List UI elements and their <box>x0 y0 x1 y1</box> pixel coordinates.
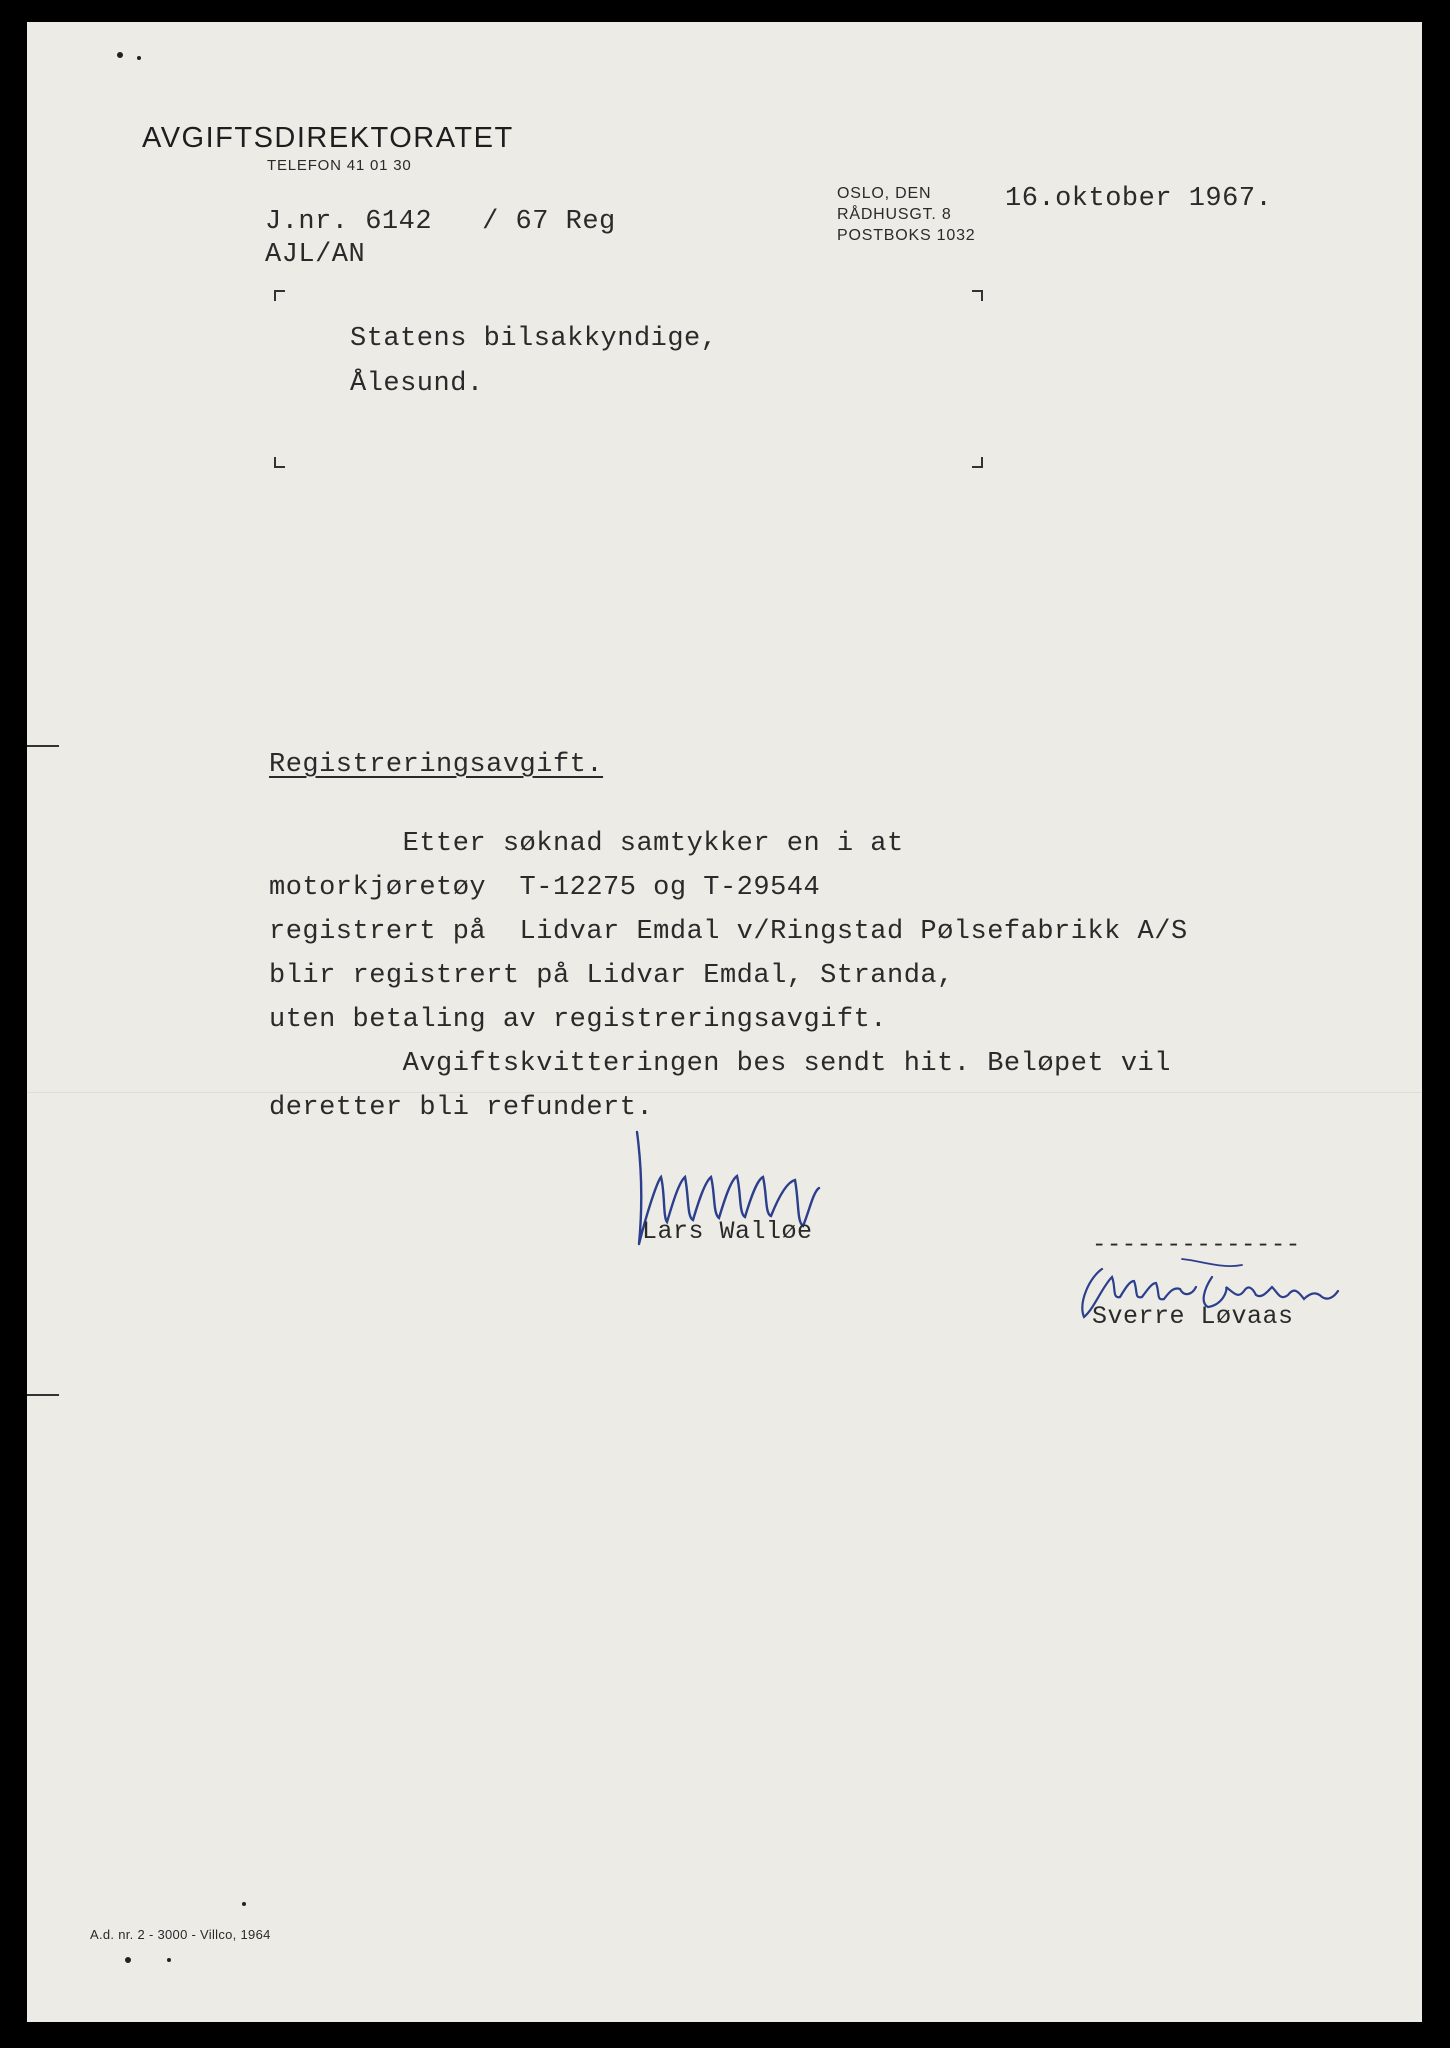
punch-dot <box>242 1902 246 1906</box>
signature-line: -------------- <box>1092 1232 1301 1259</box>
signatory-left-name: Lars Walløe <box>642 1217 813 1246</box>
form-footer: A.d. nr. 2 - 3000 - Villco, 1964 <box>90 1927 271 1942</box>
letterhead-city: OSLO, DEN <box>837 185 932 202</box>
address-corner <box>274 290 285 301</box>
recipient-line-2: Ålesund. <box>350 369 484 399</box>
body-line: motorkjøretøy T-12275 og T-29544 <box>269 873 821 903</box>
body-line: registrert på Lidvar Emdal v/Ringstad Pølsefabrikk A/S <box>269 917 1188 947</box>
subject-heading: Registreringsavgift. <box>269 750 604 780</box>
letterhead-organization: AVGIFTSDIREKTORATET <box>142 122 514 154</box>
margin-mark <box>27 1394 59 1396</box>
letterhead-telephone: TELEFON 41 01 30 <box>267 157 412 174</box>
letterhead-street: RÅDHUSGT. 8 <box>837 206 952 223</box>
journal-number: J.nr. 6142 / 67 Reg <box>265 207 616 237</box>
address-corner <box>274 457 285 468</box>
punch-dot <box>137 56 141 60</box>
letter-page <box>27 22 1422 2022</box>
body-line: uten betaling av registreringsavgift. <box>269 1005 887 1035</box>
letterhead-po-box: POSTBOKS 1032 <box>837 227 976 244</box>
fold-line <box>27 1092 1422 1093</box>
letter-date: 16.oktober 1967. <box>1005 184 1273 214</box>
body-line: blir registrert på Lidvar Emdal, Stranda, <box>269 961 954 991</box>
margin-mark <box>27 745 59 747</box>
punch-dot <box>125 1957 131 1963</box>
address-corner <box>972 290 983 301</box>
address-corner <box>972 457 983 468</box>
signatory-right-name: Sverre Løvaas <box>1092 1302 1294 1331</box>
body-line: Avgiftskvitteringen bes sendt hit. Beløpet vil <box>269 1049 1171 1079</box>
reference-initials: AJL/AN <box>265 240 366 270</box>
punch-dot <box>117 52 123 58</box>
recipient-line-1: Statens bilsakkyndige, <box>350 324 718 354</box>
body-line: Etter søknad samtykker en i at <box>269 829 904 859</box>
punch-dot <box>167 1958 171 1962</box>
body-line: deretter bli refundert. <box>269 1093 654 1123</box>
